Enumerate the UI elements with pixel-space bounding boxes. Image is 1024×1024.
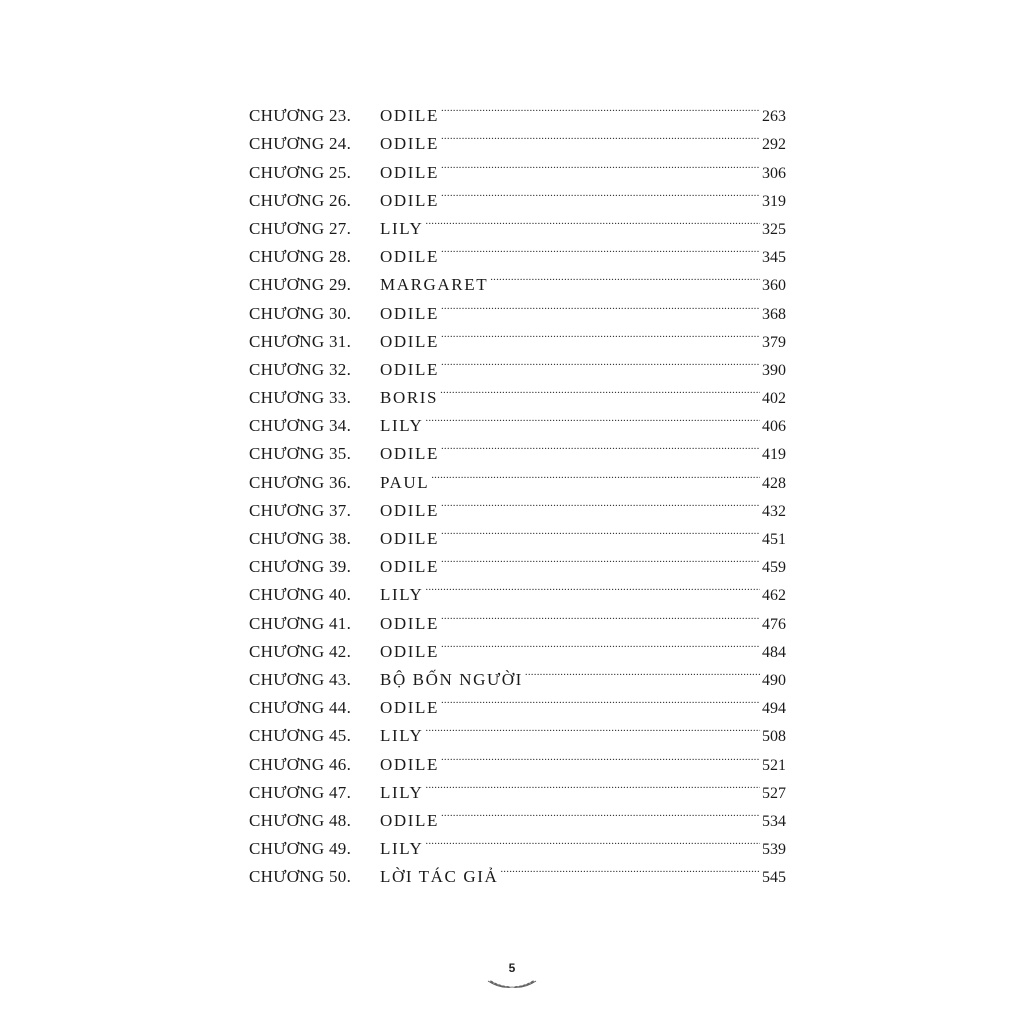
chapter-title: LILY (380, 782, 424, 802)
chapter-title: LILY (380, 839, 424, 859)
dot-leader (425, 572, 760, 600)
laurel-icon (486, 976, 538, 990)
chapter-number: CHƯƠNG 24. (249, 134, 352, 154)
chapter-page-number: 490 (762, 671, 786, 689)
chapter-title: BỘ BỐN NGƯỜI (380, 669, 523, 689)
chapter-page-number: 462 (762, 587, 786, 605)
chapter-page-number: 459 (762, 559, 786, 577)
chapter-title: ODILE (380, 444, 439, 464)
dot-leader (441, 488, 760, 516)
chapter-page-number: 263 (762, 108, 786, 126)
chapter-title: LILY (380, 585, 424, 605)
dot-leader (425, 713, 760, 741)
chapter-title: LỜI TÁC GIẢ (380, 867, 499, 887)
chapter-page-number: 428 (762, 474, 786, 492)
dot-leader (441, 178, 760, 206)
chapter-title: ODILE (380, 106, 439, 126)
chapter-title: ODILE (380, 303, 439, 323)
page-footer (0, 960, 1024, 990)
chapter-title: LILY (380, 218, 424, 238)
chapter-number: CHƯƠNG 33. (249, 388, 352, 408)
dot-leader (525, 657, 760, 685)
chapter-number: CHƯƠNG 25. (249, 162, 352, 182)
chapter-page-number: 494 (762, 700, 786, 718)
page-number: 5 (508, 961, 516, 975)
chapter-page-number: 379 (762, 333, 786, 351)
chapter-number: CHƯƠNG 43. (249, 669, 352, 689)
chapter-page-number: 476 (762, 615, 786, 633)
chapter-page-number: 402 (762, 390, 786, 408)
chapter-title: ODILE (380, 359, 439, 379)
chapter-title: PAUL (380, 472, 430, 492)
chapter-number: CHƯƠNG 29. (249, 275, 352, 295)
chapter-title: ODILE (380, 162, 439, 182)
chapter-number: CHƯƠNG 36. (249, 472, 352, 492)
chapter-number: CHƯƠNG 32. (249, 359, 352, 379)
chapter-page-number: 306 (762, 164, 786, 182)
chapter-page-number: 521 (762, 756, 786, 774)
chapter-title: ODILE (380, 557, 439, 577)
chapter-number: CHƯƠNG 34. (249, 416, 352, 436)
chapter-page-number: 406 (762, 418, 786, 436)
chapter-title: ODILE (380, 613, 439, 633)
chapter-title: ODILE (380, 641, 439, 661)
chapter-title: ODILE (380, 500, 439, 520)
chapter-number: CHƯƠNG 45. (249, 726, 352, 746)
chapter-number: CHƯƠNG 50. (249, 867, 352, 887)
chapter-page-number: 292 (762, 136, 786, 154)
dot-leader (441, 600, 760, 628)
dot-leader (441, 93, 760, 121)
chapter-page-number: 360 (762, 277, 786, 295)
dot-leader (441, 544, 760, 572)
chapter-page-number: 345 (762, 249, 786, 267)
chapter-page-number: 432 (762, 502, 786, 520)
chapter-number: CHƯƠNG 46. (249, 754, 352, 774)
chapter-title: ODILE (380, 698, 439, 718)
dot-leader (441, 234, 760, 262)
dot-leader (425, 206, 760, 234)
dot-leader (441, 347, 760, 375)
dot-leader (441, 121, 760, 149)
chapter-number: CHƯƠNG 42. (249, 641, 352, 661)
chapter-number: CHƯƠNG 40. (249, 585, 352, 605)
dot-leader (425, 826, 760, 854)
chapter-number: CHƯƠNG 30. (249, 303, 352, 323)
chapter-number: CHƯƠNG 49. (249, 839, 352, 859)
chapter-title: ODILE (380, 810, 439, 830)
chapter-page-number: 319 (762, 192, 786, 210)
dot-leader (441, 431, 760, 459)
chapter-page-number: 325 (762, 220, 786, 238)
chapter-title: ODILE (380, 754, 439, 774)
chapter-title: LILY (380, 416, 424, 436)
chapter-title: ODILE (380, 247, 439, 267)
dot-leader (441, 516, 760, 544)
dot-leader (425, 770, 760, 798)
chapter-title: LILY (380, 726, 424, 746)
table-of-contents (249, 93, 786, 887)
chapter-number: CHƯƠNG 38. (249, 529, 352, 548)
dot-leader (441, 798, 760, 826)
dot-leader (490, 262, 760, 290)
chapter-number: CHƯƠNG 37. (249, 500, 352, 520)
chapter-page-number: 419 (762, 446, 786, 464)
chapter-number: CHƯƠNG 41. (249, 613, 352, 633)
dot-leader (441, 290, 760, 318)
chapter-number: CHƯƠNG 44. (249, 698, 352, 718)
dot-leader (441, 741, 760, 769)
chapter-title: ODILE (380, 529, 439, 548)
chapter-number: CHƯƠNG 26. (249, 190, 352, 210)
chapter-page-number: 534 (762, 812, 786, 830)
chapter-page-number: 539 (762, 841, 786, 859)
chapter-title: MARGARET (380, 275, 489, 295)
chapter-number: CHƯƠNG 23. (249, 106, 352, 126)
chapter-page-number: 527 (762, 784, 786, 802)
toc-entry (249, 93, 786, 126)
chapter-title: BORIS (380, 388, 439, 408)
dot-leader (440, 375, 760, 403)
dot-leader (441, 319, 760, 347)
chapter-page-number: 508 (762, 728, 786, 746)
dot-leader (441, 149, 760, 177)
chapter-number: CHƯƠNG 48. (249, 810, 352, 830)
chapter-page-number: 368 (762, 305, 786, 323)
dot-leader (425, 403, 760, 431)
chapter-page-number: 451 (762, 531, 786, 548)
chapter-number: CHƯƠNG 28. (249, 247, 352, 267)
chapter-number: CHƯƠNG 39. (249, 557, 352, 577)
chapter-number: CHƯƠNG 31. (249, 331, 352, 351)
chapter-page-number: 484 (762, 643, 786, 661)
dot-leader (441, 685, 760, 713)
chapter-title: ODILE (380, 331, 439, 351)
dot-leader (500, 854, 760, 882)
chapter-page-number: 545 (762, 869, 786, 887)
chapter-number: CHƯƠNG 47. (249, 782, 352, 802)
chapter-title: ODILE (380, 134, 439, 154)
dot-leader (431, 459, 760, 487)
chapter-number: CHƯƠNG 27. (249, 218, 352, 238)
chapter-title: ODILE (380, 190, 439, 210)
chapter-page-number: 390 (762, 361, 786, 379)
dot-leader (441, 629, 760, 657)
chapter-number: CHƯƠNG 35. (249, 444, 352, 464)
